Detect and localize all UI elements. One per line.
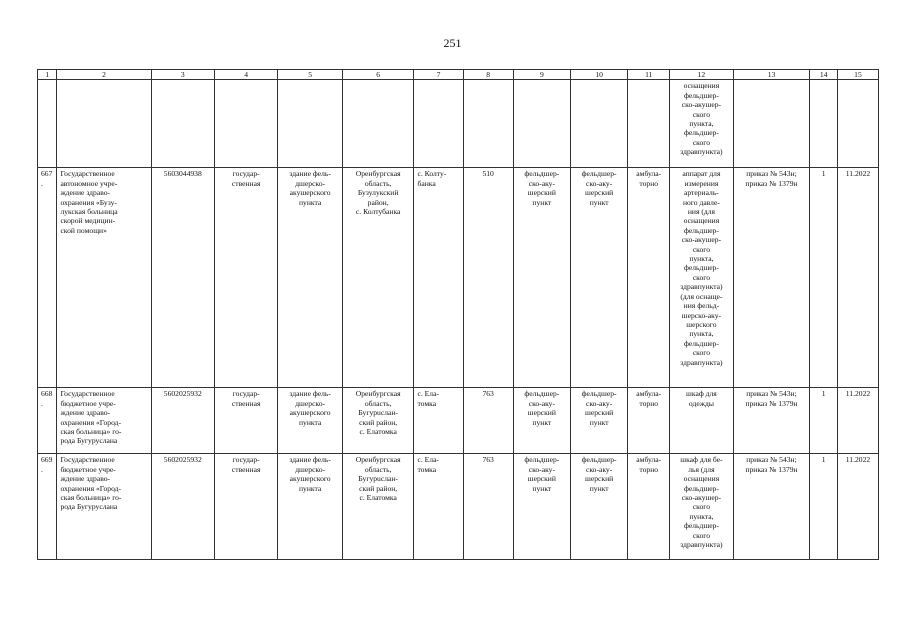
column-number: 4 [214, 70, 277, 80]
settlement-cell [414, 454, 463, 560]
ownership-form-line: ственная [231, 178, 261, 188]
organization-name-line: скорой медицин- [60, 216, 116, 226]
facility-type-alt-line: пункт [589, 483, 609, 493]
address-cell [342, 388, 414, 454]
settlement-line: с. Колту- [417, 169, 447, 179]
building-type-line: пункта [298, 483, 322, 493]
building-type-line: дшерско- [295, 464, 326, 474]
address-line: ский район, [359, 417, 398, 427]
regulatory-order-cell [733, 80, 810, 168]
facility-type-line: ско-аку- [528, 178, 555, 188]
organization-name-cell [57, 388, 151, 454]
address-line: с. Елатомка [359, 427, 397, 437]
table-row [38, 80, 879, 168]
regulatory-order-line: приказ № 1379н [745, 464, 798, 474]
facility-type-line: фельдшер- [524, 455, 560, 465]
column-number: 7 [414, 70, 463, 80]
equipment-name-line: ного давле- [682, 197, 720, 207]
column-number: 2 [57, 70, 151, 80]
care-conditions-line: торно [639, 464, 659, 474]
organization-name-line: бюджетное учре- [60, 398, 116, 408]
table-row [38, 168, 879, 388]
inn-code-cell: 5603044938 [151, 168, 214, 388]
organization-name-line: бюджетное учре- [60, 464, 116, 474]
ownership-form-cell [214, 454, 277, 560]
equipment-name-line: оснащения [683, 216, 720, 226]
organization-name-line: охранения «Город- [60, 483, 122, 493]
settlement-line: с. Ела- [417, 389, 439, 399]
facility-type-alt-line: пункт [589, 417, 609, 427]
column-number-row [38, 70, 879, 80]
organization-name-line: ждение здраво- [60, 408, 111, 418]
organization-name-line: ская больница» го- [60, 427, 122, 437]
regulatory-order-line: приказ № 543н; [746, 169, 797, 179]
equipment-name-line: здравпункта) [680, 147, 723, 157]
quantity-cell: 1 [810, 168, 838, 388]
building-type-line: пункта [298, 197, 322, 207]
address-line: Бузулукский [357, 188, 399, 198]
settlement-cell [414, 80, 463, 168]
building-type-line: дшерско- [295, 398, 326, 408]
facility-type-line: фельдшер- [524, 169, 560, 179]
equipment-name-line: лья (для [688, 464, 715, 474]
facility-type-cell [513, 80, 570, 168]
equipment-name-line: ского [692, 244, 711, 254]
facility-type-line: ско-аку- [528, 398, 555, 408]
facility-type-alt-line: фельдшер- [581, 169, 617, 179]
population-cell [463, 80, 513, 168]
equipment-name-cell [670, 80, 733, 168]
equipment-name-line: (для оснаще- [680, 291, 723, 301]
building-type-line: акушерского [289, 474, 331, 484]
facility-type-line: ско-аку- [528, 464, 555, 474]
equipment-name-line: артериаль- [683, 188, 719, 198]
population-cell: 510 [463, 168, 513, 388]
address-cell [342, 168, 414, 388]
column-number: 3 [151, 70, 214, 80]
building-type-line: пункта [298, 417, 322, 427]
ownership-form-line: ственная [231, 398, 261, 408]
regulatory-order-cell [733, 388, 810, 454]
column-number: 11 [628, 70, 670, 80]
care-conditions-line: торно [639, 398, 659, 408]
equipment-name-line: здравпункта) [680, 540, 723, 550]
care-conditions-line: амбула- [636, 169, 662, 179]
building-type-line: здание фель- [289, 169, 331, 179]
care-conditions-cell [628, 388, 670, 454]
register-body [38, 70, 879, 560]
facility-type-alt-line: фельдшер- [581, 455, 617, 465]
row-number-cell: 669. [38, 454, 57, 560]
row-number-cell: 667. [38, 168, 57, 388]
ownership-form-line: государ- [232, 389, 260, 399]
organization-name-cell [57, 168, 151, 388]
equipment-name-line: ния фельд- [683, 301, 720, 311]
ownership-form-line: государ- [232, 169, 260, 179]
facility-type-alt-cell [570, 168, 627, 388]
equipment-name-line: пункта, [689, 329, 714, 339]
equipment-name-line: шкаф для [686, 389, 717, 399]
equipment-name-line: фельдшер- [683, 128, 719, 138]
organization-name-line: рода Бугуруслана [60, 502, 118, 512]
equipment-name-line: фельдшер- [683, 483, 719, 493]
equipment-name-line: шкаф для бе- [680, 455, 723, 465]
address-line: Бугурuслан- [358, 474, 398, 484]
settlement-cell [414, 168, 463, 388]
register-table [37, 69, 879, 560]
organization-name-line: охранения «Бузу- [60, 197, 117, 207]
settlement-line: с. Ела- [417, 455, 439, 465]
equipment-name-line: ского [692, 137, 711, 147]
population-cell: 763 [463, 454, 513, 560]
equipment-name-line: ского [692, 109, 711, 119]
facility-type-alt-line: ско-аку- [585, 398, 613, 408]
equipment-name-line: шерского [686, 319, 717, 329]
address-line: район, [367, 197, 389, 207]
address-line: область, [364, 398, 392, 408]
equipment-name-line: ского [692, 348, 711, 358]
facility-type-line: шерский [527, 408, 556, 418]
facility-type-line: шерский [527, 188, 556, 198]
regulatory-order-line: приказ № 543н; [746, 389, 797, 399]
equipment-name-cell [670, 168, 733, 388]
address-line: область, [364, 178, 392, 188]
equipment-name-line: ско-акушер- [681, 235, 722, 245]
facility-type-alt-line: фельдшер- [581, 389, 617, 399]
page-number: 251 [443, 36, 462, 50]
address-line: Бугурuслан- [358, 408, 398, 418]
ownership-form-cell [214, 388, 277, 454]
care-conditions-cell [628, 80, 670, 168]
equipment-name-line: измерения [684, 178, 719, 188]
care-conditions-cell [628, 454, 670, 560]
facility-type-alt-line: ско-аку- [585, 178, 613, 188]
building-type-line: здание фель- [289, 389, 331, 399]
equipment-name-line: фельдшер- [683, 225, 719, 235]
column-number: 6 [342, 70, 414, 80]
facility-type-alt-line: пункт [589, 197, 609, 207]
equipment-name-line: аппарат для [682, 169, 721, 179]
ownership-form-cell [214, 80, 277, 168]
organization-name-line: ская больница» го- [60, 493, 122, 503]
building-type-cell [278, 80, 342, 168]
facility-type-cell [513, 454, 570, 560]
organization-name-line: охранения «Город- [60, 417, 122, 427]
building-type-cell [278, 454, 342, 560]
equipment-name-line: здравпункта) [680, 357, 723, 367]
equipment-name-cell [670, 454, 733, 560]
equipment-name-line: фельдшер- [683, 90, 719, 100]
address-line: с. Елатомка [359, 493, 397, 503]
equipment-name-line: здравпункта) [680, 282, 723, 292]
row-number-cell: 668. [38, 388, 57, 454]
building-type-cell [278, 168, 342, 388]
facility-type-line: пункт [532, 197, 552, 207]
address-line: область, [364, 464, 392, 474]
organization-name-line: ждение здраво- [60, 474, 111, 484]
equipment-name-line: оснащения [683, 81, 720, 91]
ownership-form-cell [214, 168, 277, 388]
organization-name-line: ждение здраво- [60, 188, 111, 198]
building-type-line: акушерского [289, 188, 331, 198]
address-line: Оренбургская [355, 169, 401, 179]
facility-type-alt-line: шерский [585, 188, 614, 198]
table-row [38, 388, 879, 454]
equipment-name-line: ского [692, 530, 711, 540]
settlement-line: томка [417, 398, 437, 408]
column-number: 9 [513, 70, 570, 80]
ownership-form-line: ственная [231, 464, 261, 474]
facility-type-alt-line: ско-аку- [585, 464, 613, 474]
equipment-name-cell [670, 388, 733, 454]
facility-type-alt-line: шерский [585, 474, 614, 484]
equipment-name-line: фельдшер- [683, 521, 719, 531]
address-cell [342, 454, 414, 560]
facility-type-alt-cell [570, 454, 627, 560]
facility-type-cell [513, 168, 570, 388]
address-line: Оренбургская [355, 389, 401, 399]
column-number: 1 [38, 70, 57, 80]
care-conditions-line: амбула- [636, 455, 662, 465]
row-number-cell [38, 80, 57, 168]
quantity-cell: 1 [810, 454, 838, 560]
care-conditions-line: амбула- [636, 389, 662, 399]
care-conditions-line: торно [639, 178, 659, 188]
address-cell [342, 80, 414, 168]
column-number: 14 [810, 70, 838, 80]
building-type-cell [278, 388, 342, 454]
equipment-name-line: пункта, [689, 511, 714, 521]
facility-type-alt-line: шерский [585, 408, 614, 418]
organization-name-line: Государственное [60, 389, 115, 399]
organization-name-line: рода Бугуруслана [60, 436, 118, 446]
building-type-line: акушерского [289, 408, 331, 418]
facility-type-line: фельдшер- [524, 389, 560, 399]
settlement-line: томка [417, 464, 437, 474]
facility-type-line: пункт [532, 417, 552, 427]
equipment-name-line: ского [692, 502, 711, 512]
equipment-name-line: оснащения [683, 474, 720, 484]
equipment-name-line: фельдшер- [683, 338, 719, 348]
inn-code-cell: 5602025932 [151, 388, 214, 454]
equipment-name-line: ско-акушер- [681, 100, 722, 110]
equipment-name-line: ния (для [687, 207, 716, 217]
equipment-name-line: пункта, [689, 119, 714, 129]
regulatory-order-cell [733, 168, 810, 388]
table-row [38, 454, 879, 560]
regulatory-order-line: приказ № 1379н [745, 178, 798, 188]
regulatory-order-line: приказ № 543н; [746, 455, 797, 465]
facility-type-alt-cell [570, 388, 627, 454]
facility-type-alt-cell [570, 80, 627, 168]
organization-name-line: Государственное [60, 169, 115, 179]
equipment-name-line: пункта, [689, 254, 714, 264]
care-conditions-cell [628, 168, 670, 388]
column-number: 10 [570, 70, 627, 80]
column-number: 15 [837, 70, 878, 80]
settlement-line: банка [417, 178, 436, 188]
delivery-date-cell [837, 80, 878, 168]
equipment-name-line: шерско-аку- [681, 310, 722, 320]
organization-name-cell [57, 454, 151, 560]
column-number: 13 [733, 70, 810, 80]
inn-code-cell [151, 80, 214, 168]
regulatory-order-line: приказ № 1379н [745, 398, 798, 408]
regulatory-order-cell [733, 454, 810, 560]
facility-type-line: пункт [532, 483, 552, 493]
quantity-cell: 1 [810, 388, 838, 454]
settlement-cell [414, 388, 463, 454]
inn-code-cell: 5602025932 [151, 454, 214, 560]
delivery-date-cell: 11.2022 [837, 168, 878, 388]
organization-name-line: автономное учре- [60, 178, 118, 188]
building-type-line: дшерско- [295, 178, 326, 188]
equipment-name-line: одежды [688, 398, 714, 408]
column-number: 12 [670, 70, 733, 80]
ownership-form-line: государ- [232, 455, 260, 465]
organization-name-line: Государственное [60, 455, 115, 465]
organization-name-cell [57, 80, 151, 168]
facility-type-cell [513, 388, 570, 454]
population-cell: 763 [463, 388, 513, 454]
facility-type-line: шерский [527, 474, 556, 484]
quantity-cell [810, 80, 838, 168]
equipment-name-line: ско-акушер- [681, 493, 722, 503]
delivery-date-cell: 11.2022 [837, 388, 878, 454]
column-number: 5 [278, 70, 342, 80]
address-line: ский район, [359, 483, 398, 493]
delivery-date-cell: 11.2022 [837, 454, 878, 560]
equipment-name-line: ского [692, 272, 711, 282]
address-line: с. Колтубанка [355, 207, 401, 217]
address-line: Оренбургская [355, 455, 401, 465]
column-number: 8 [463, 70, 513, 80]
equipment-name-line: фельдшер- [683, 263, 719, 273]
building-type-line: здание фель- [289, 455, 331, 465]
organization-name-line: ской помощи» [60, 225, 107, 235]
organization-name-line: лукская больница [60, 207, 118, 217]
